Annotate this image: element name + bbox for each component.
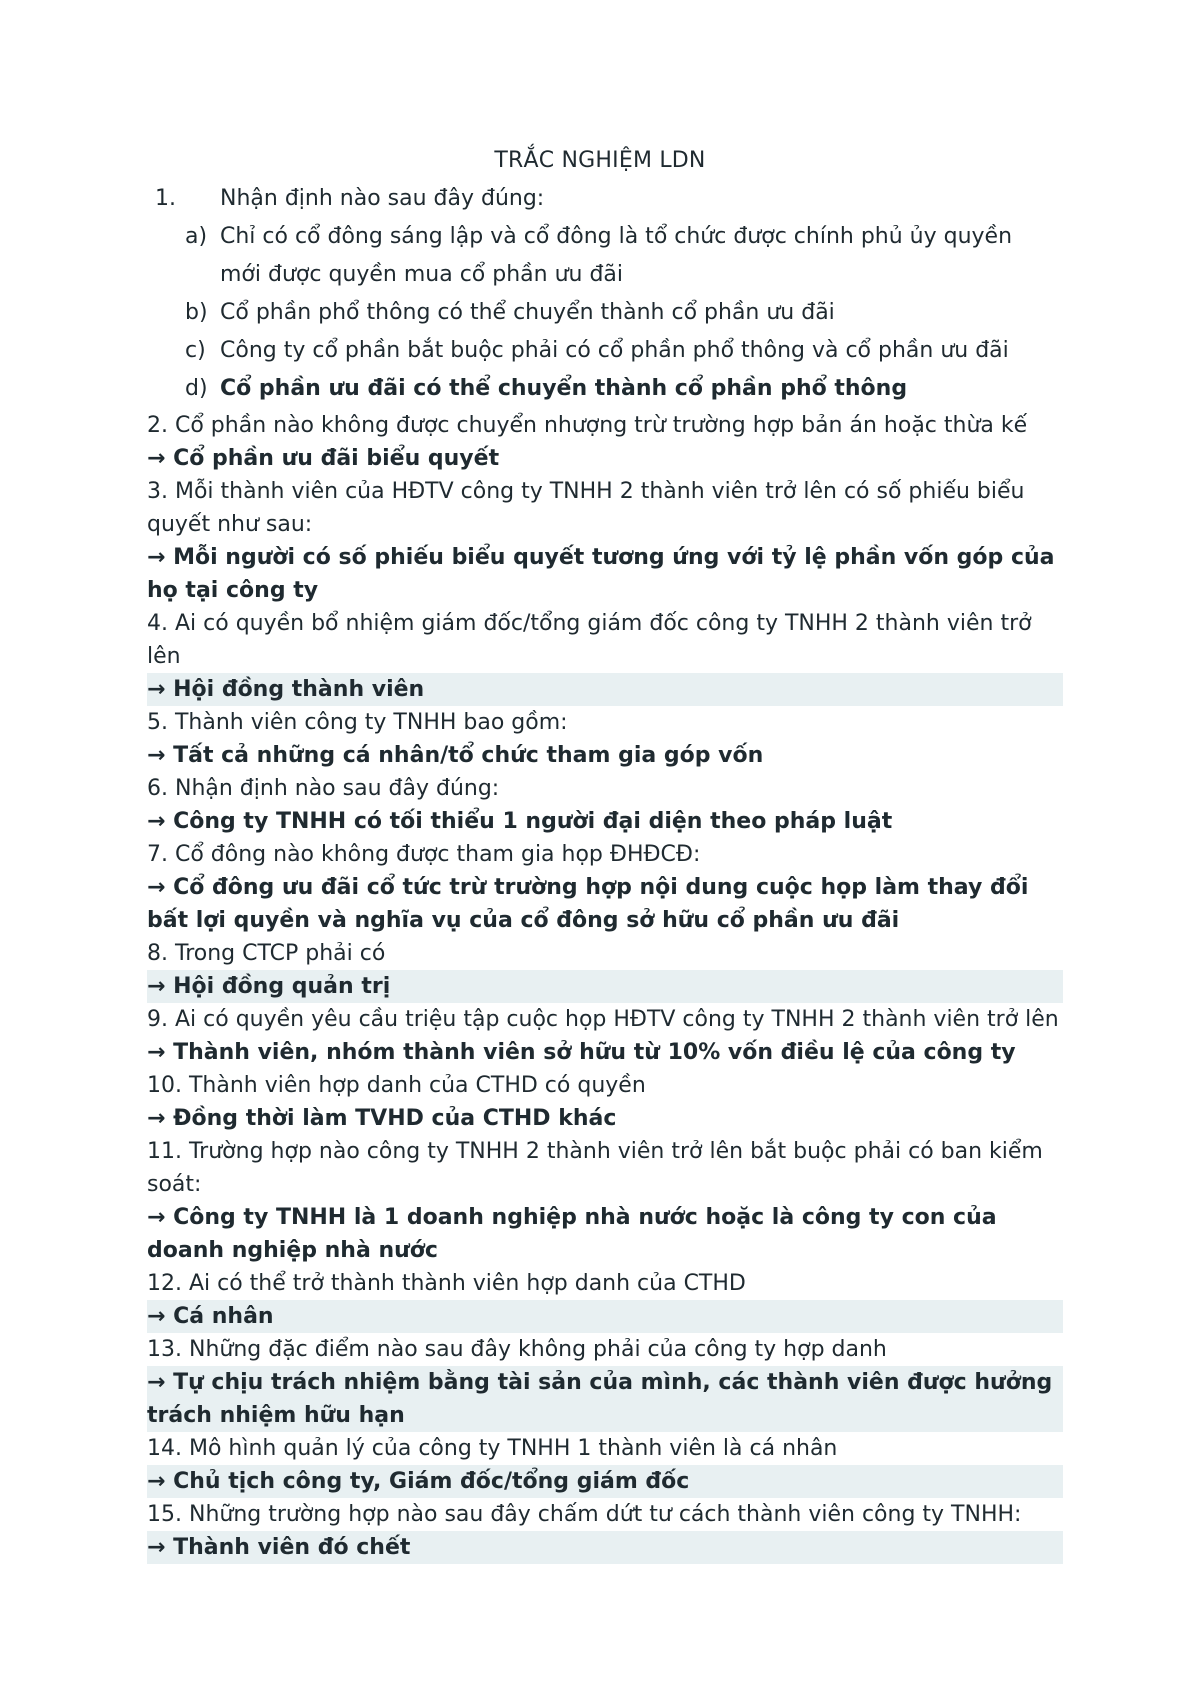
answer-3: → Mỗi người có số phiếu biểu quyết tương ứng với tỷ lệ phần vốn góp của họ tại công ty bbox=[147, 545, 1055, 603]
answer-6: → Công ty TNHH có tối thiểu 1 người đại diện theo pháp luật bbox=[147, 809, 893, 834]
question-10: 10. Thành viên hợp danh của CTHD có quyền bbox=[147, 1073, 646, 1098]
question-number: 1. bbox=[155, 186, 176, 211]
question-12: 12. Ai có thể trở thành thành viên hợp danh của CTHD bbox=[147, 1271, 746, 1296]
option-a bbox=[155, 218, 1055, 294]
option-text: Cổ phần phổ thông có thể chuyển thành cổ phần ưu đãi bbox=[220, 300, 835, 325]
option-d-correct bbox=[155, 370, 1055, 408]
question-3: 3. Mỗi thành viên của HĐTV công ty TNHH 2 thành viên trở lên có số phiếu biểu quyết như sau: bbox=[147, 479, 1025, 537]
question-6: 6. Nhận định nào sau đây đúng: bbox=[147, 776, 500, 801]
question-13: 13. Những đặc điểm nào sau đây không phải của công ty hợp danh bbox=[147, 1337, 887, 1362]
question-15: 15. Những trường hợp nào sau đây chấm dứt tư cách thành viên công ty TNHH: bbox=[147, 1502, 1022, 1527]
document-title: TRẮC NGHIỆM LDN bbox=[494, 148, 706, 173]
question-7: 7. Cổ đông nào không được tham gia họp ĐHĐCĐ: bbox=[147, 842, 701, 867]
answer-9: → Thành viên, nhóm thành viên sở hữu từ 10% vốn điều lệ của công ty bbox=[147, 1040, 1016, 1065]
question-stem: Nhận định nào sau đây đúng: bbox=[220, 186, 545, 211]
question-9: 9. Ai có quyền yêu cầu triệu tập cuộc họp HĐTV công ty TNHH 2 thành viên trở lên bbox=[147, 1007, 1059, 1032]
answer-8: → Hội đồng quản trị bbox=[147, 970, 1063, 1003]
answer-15: → Thành viên đó chết bbox=[147, 1531, 1063, 1564]
answer-2: → Cổ phần ưu đãi biểu quyết bbox=[147, 446, 500, 471]
option-letter: b) bbox=[185, 300, 208, 325]
answer-12: → Cá nhân bbox=[147, 1300, 1063, 1333]
answer-10: → Đồng thời làm TVHD của CTHD khác bbox=[147, 1106, 617, 1131]
question-8: 8. Trong CTCP phải có bbox=[147, 941, 386, 966]
option-text: Công ty cổ phần bắt buộc phải có cổ phần phổ thông và cổ phần ưu đãi bbox=[220, 338, 1009, 363]
answer-13: → Tự chịu trách nhiệm bằng tài sản của mình, các thành viên được hưởng trách nhiệm hữu hạn bbox=[147, 1366, 1063, 1432]
question-14: 14. Mô hình quản lý của công ty TNHH 1 thành viên là cá nhân bbox=[147, 1436, 838, 1461]
option-text: Chỉ có cổ đông sáng lập và cổ đông là tổ chức được chính phủ ủy quyền mới được quyền mua cổ phần ưu đãi bbox=[220, 224, 1013, 287]
question-11: 11. Trường hợp nào công ty TNHH 2 thành viên trở lên bắt buộc phải có ban kiểm soát: bbox=[147, 1139, 1043, 1197]
answer-11: → Công ty TNHH là 1 doanh nghiệp nhà nước hoặc là công ty con của doanh nghiệp nhà nước bbox=[147, 1205, 997, 1263]
option-letter: d) bbox=[185, 376, 208, 401]
question-answer-list bbox=[147, 409, 1063, 1564]
answer-4: → Hội đồng thành viên bbox=[147, 673, 1063, 706]
question-2: 2. Cổ phần nào không được chuyển nhượng trừ trường hợp bản án hoặc thừa kế bbox=[147, 413, 1028, 438]
answer-5: → Tất cả những cá nhân/tổ chức tham gia góp vốn bbox=[147, 743, 764, 768]
answer-7: → Cổ đông ưu đãi cổ tức trừ trường hợp nội dung cuộc họp làm thay đổi bất lợi quyền và nghĩa vụ của cổ đông sở hữu cổ phần ưu đãi bbox=[147, 875, 1029, 933]
option-b bbox=[155, 294, 1055, 332]
option-letter: a) bbox=[185, 224, 208, 249]
answer-14: → Chủ tịch công ty, Giám đốc/tổng giám đốc bbox=[147, 1465, 1063, 1498]
question-4: 4. Ai có quyền bổ nhiệm giám đốc/tổng giám đốc công ty TNHH 2 thành viên trở lên bbox=[147, 611, 1032, 669]
question-5: 5. Thành viên công ty TNHH bao gồm: bbox=[147, 710, 568, 735]
options-list bbox=[155, 218, 1055, 408]
option-letter: c) bbox=[185, 338, 206, 363]
option-c bbox=[155, 332, 1055, 370]
option-text: Cổ phần ưu đãi có thể chuyển thành cổ phần phổ thông bbox=[220, 376, 908, 401]
